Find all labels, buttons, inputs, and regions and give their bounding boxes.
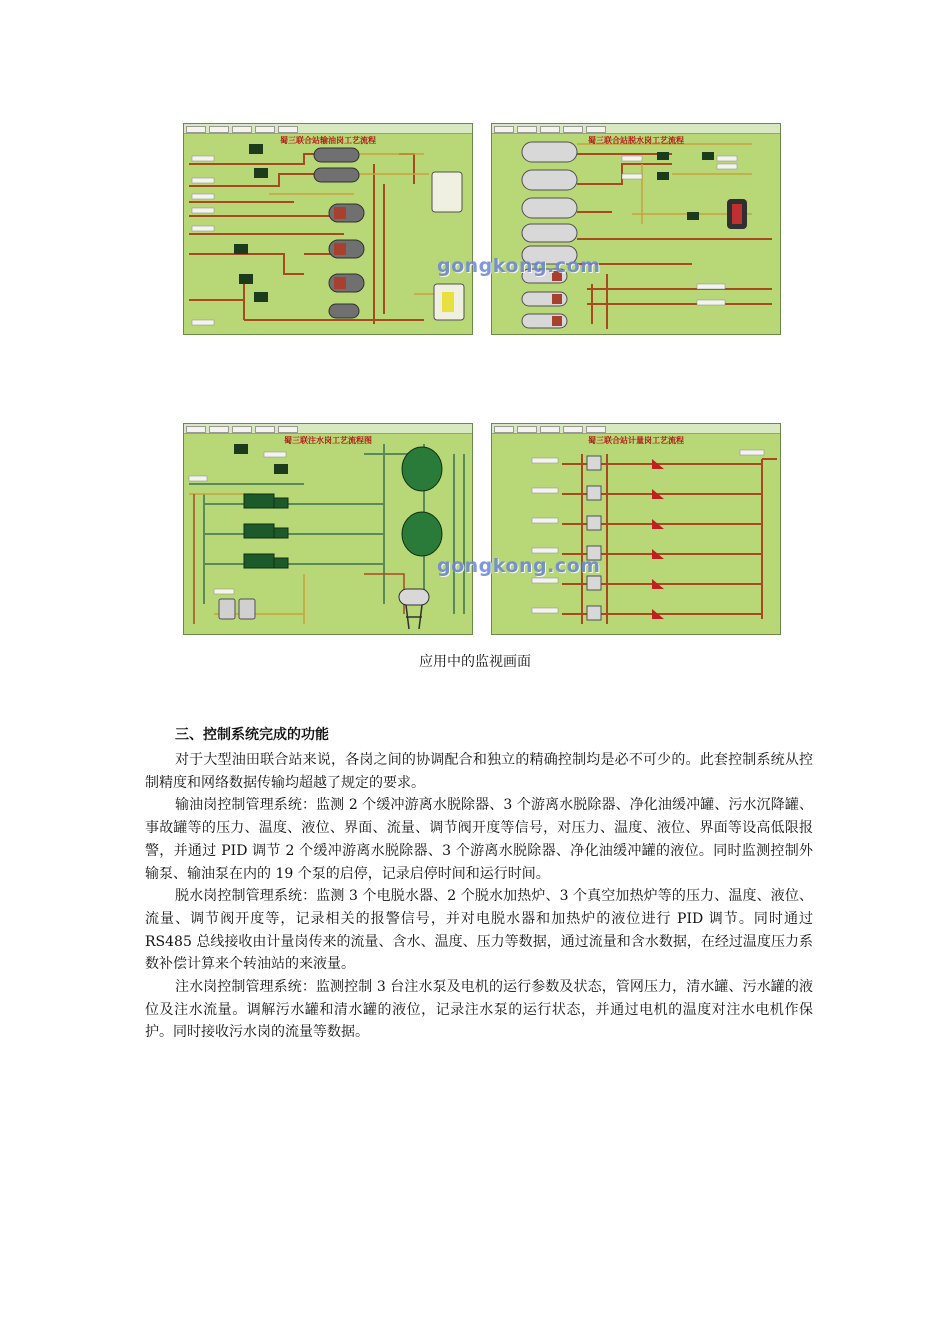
screen-dehydration <box>491 123 781 335</box>
menu-button[interactable] <box>255 126 275 133</box>
menu-button[interactable] <box>586 426 606 433</box>
metering-diagram <box>492 424 781 635</box>
menu-button[interactable] <box>563 126 583 133</box>
body-text <box>145 749 813 1044</box>
menu-button[interactable] <box>186 126 206 133</box>
screen-title: 蜀三联合站输油岗工艺流程 <box>280 136 376 145</box>
menu-button[interactable] <box>209 426 229 433</box>
oil-transfer-diagram <box>184 124 473 335</box>
menu-button[interactable] <box>255 426 275 433</box>
menu-button[interactable] <box>517 126 537 133</box>
screen-title: 蜀三联注水岗工艺流程图 <box>284 436 372 445</box>
paragraph: 输油岗控制管理系统：监测 2 个缓冲游离水脱除器、3 个游离水脱除器、净化油缓冲罐、污水沉降罐、事故罐等的压力、温度、液位、界面、流量、调节阀开度等信号，对压力、温度、液位、界面等设高低限报警，并通过 PID 调节 2 个缓冲游离水脱除器、3 个游离水脱除器、净化油缓冲罐的液位。同时监测控制外输泵、输油泵在内的 19 个泵的启停，记录启停时间和运行时间。 <box>145 797 813 882</box>
paragraph: 脱水岗控制管理系统：监测 3 个电脱水器、2 个脱水加热炉、3 个真空加热炉等的压力、温度、液位、流量、调节阀开度等，记录相关的报警信号，并对电脱水器和加热炉的液位进行 PID 调节。同时通过 RS485 总线接收由计量岗传来的流量、含水、温度、压力等数据，通过流量和含水数据，在经过温度压力系数补偿计算来个转油站的来液量。 <box>145 888 813 973</box>
screen-menu-bar <box>492 424 780 434</box>
menu-button[interactable] <box>586 126 606 133</box>
menu-button[interactable] <box>232 426 252 433</box>
menu-button[interactable] <box>540 126 560 133</box>
screen-title: 蜀三联合站脱水岗工艺流程 <box>588 136 684 145</box>
menu-button[interactable] <box>494 426 514 433</box>
screen-menu-bar <box>184 124 472 134</box>
menu-button[interactable] <box>540 426 560 433</box>
figure-caption: 应用中的监视画面 <box>419 654 531 670</box>
menu-button[interactable] <box>563 426 583 433</box>
paragraph: 对于大型油田联合站来说，各岗之间的协调配合和独立的精确控制均是必不可少的。此套控制系统从控制精度和网络数据传输均超越了规定的要求。 <box>145 752 813 791</box>
dehydration-diagram <box>492 124 781 335</box>
menu-button[interactable] <box>209 126 229 133</box>
menu-button[interactable] <box>186 426 206 433</box>
menu-button[interactable] <box>494 126 514 133</box>
watermark: gongkong.com <box>437 555 601 577</box>
watermark: gongkong.com <box>437 255 601 277</box>
paragraph: 注水岗控制管理系统：监测控制 3 台注水泵及电机的运行参数及状态，管网压力，清水罐、污水罐的液位及注水流量。调解污水罐和清水罐的液位，记录注水泵的运行状态，并通过电机的温度对注水电机作保护。同时接收污水岗的流量等数据。 <box>145 979 813 1041</box>
screen-metering <box>491 423 781 635</box>
water-injection-diagram <box>184 424 473 635</box>
menu-button[interactable] <box>278 426 298 433</box>
screen-title: 蜀三联合站计量岗工艺流程 <box>588 436 684 445</box>
menu-button[interactable] <box>517 426 537 433</box>
screen-water-injection <box>183 423 473 635</box>
screen-menu-bar <box>492 124 780 134</box>
menu-button[interactable] <box>232 126 252 133</box>
screen-menu-bar <box>184 424 472 434</box>
screen-oil-transfer <box>183 123 473 335</box>
section-heading: 三、控制系统完成的功能 <box>175 727 329 743</box>
menu-button[interactable] <box>278 126 298 133</box>
